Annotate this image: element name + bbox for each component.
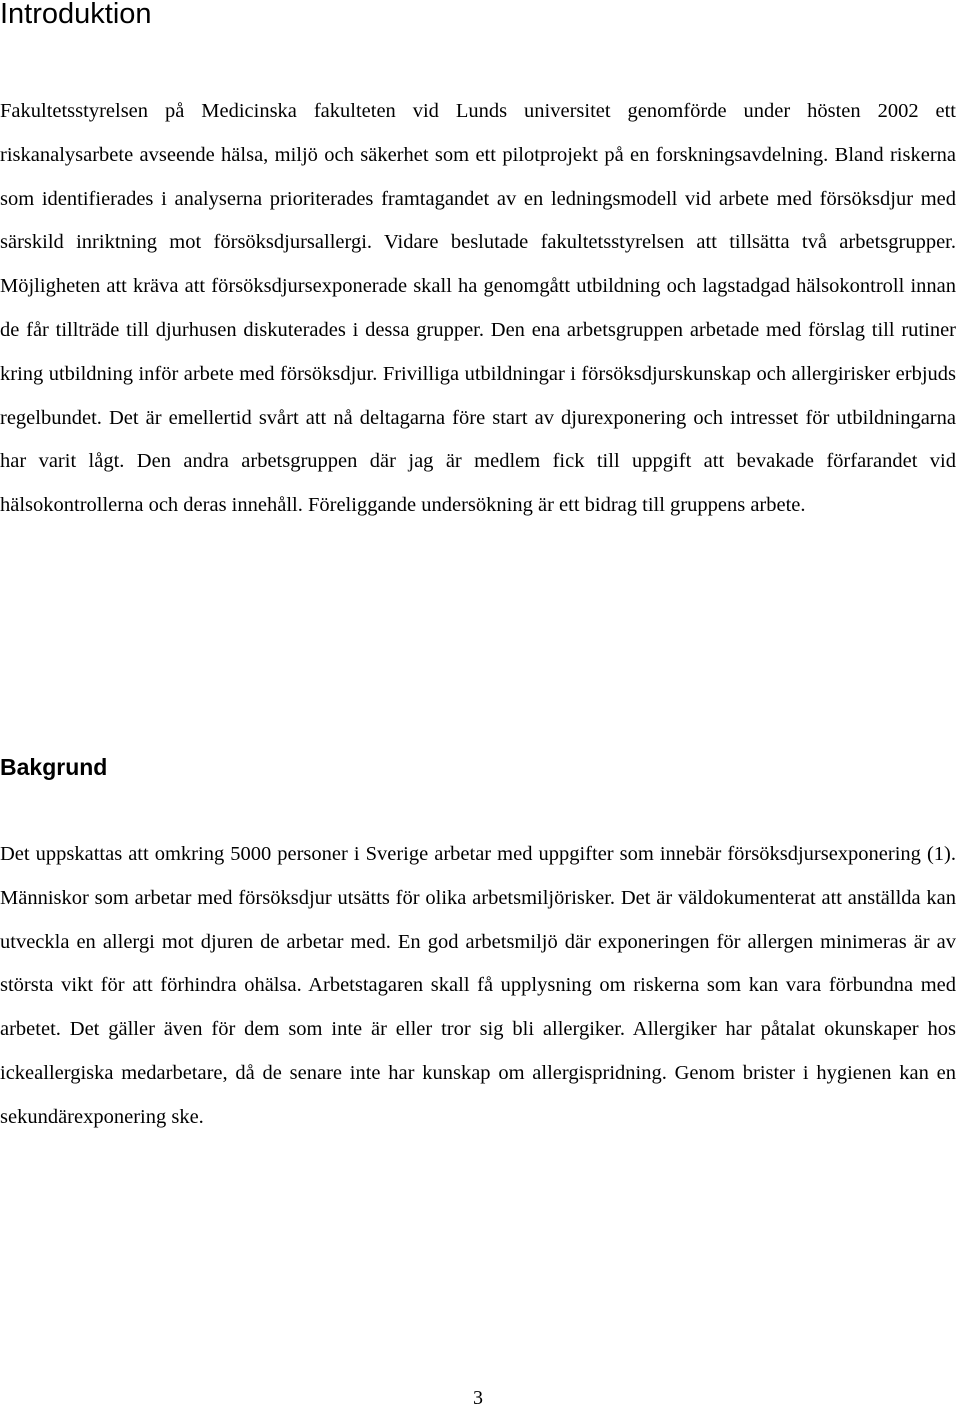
introduction-paragraph: Fakultetsstyrelsen på Medicinska fakulteten vid Lunds universitet genomförde under hösten 2002 ett riskanalysarbete avseende hälsa, miljö och säkerhet som ett pilotprojekt på en forskningsavdelning. Bland riskerna som identifierades i analyserna prioriterades framtagandet av en ledningsmodell vid arbete med försöksdjur med särskild inriktning mot försöksdjursallergi. Vidare beslutade fakultetsstyrelsen att tillsätta två arbetsgrupper. Möjligheten att kräva att försöksdjursexponerade skall ha genomgått utbildning och lagstadgad hälsokontroll innan de får tillträde till djurhusen diskuterades i dessa grupper. Den ena arbetsgruppen arbetade med förslag till rutiner kring utbildning inför arbete med försöksdjur. Frivilliga utbildningar i försöksdjurskunskap och allergirisker erbjuds regelbundet. Det är emellertid svårt att nå deltagarna före start av djurexponering och intresset för utbildningarna har varit lågt. Den andra arbetsgruppen där jag är medlem fick till uppgift att bevakade förfarandet vid hälsokontrollerna och deras innehåll. Föreliggande undersökning är ett bidrag till gruppens arbete. <box>0 100 956 517</box>
background-heading: Bakgrund <box>0 754 108 780</box>
introduction-heading: Introduktion <box>0 0 152 30</box>
background-paragraph: Det uppskattas att omkring 5000 personer i Sverige arbetar med uppgifter som innebär försöksdjursexponering (1). Människor som arbetar med försöksdjur utsätts för olika arbetsmiljörisker. Det är väldokumenterat att anställda kan utveckla en allergi mot djuren de arbetar med. En god arbetsmiljö där exponeringen för allergen minimeras är av största vikt för att förhindra ohälsa. Arbetstagaren skall få upplysning om riskerna som kan vara förbundna med arbetet. Det gäller även för dem som inte är eller tror sig bli allergiker. Allergiker har påtalat okunskaper hos ickeallergiska medarbetare, då de senare inte har kunskap om allergispridning. Genom brister i hygienen kan en sekundärexponering ske. <box>0 843 956 1128</box>
page-number: 3 <box>473 1387 483 1409</box>
